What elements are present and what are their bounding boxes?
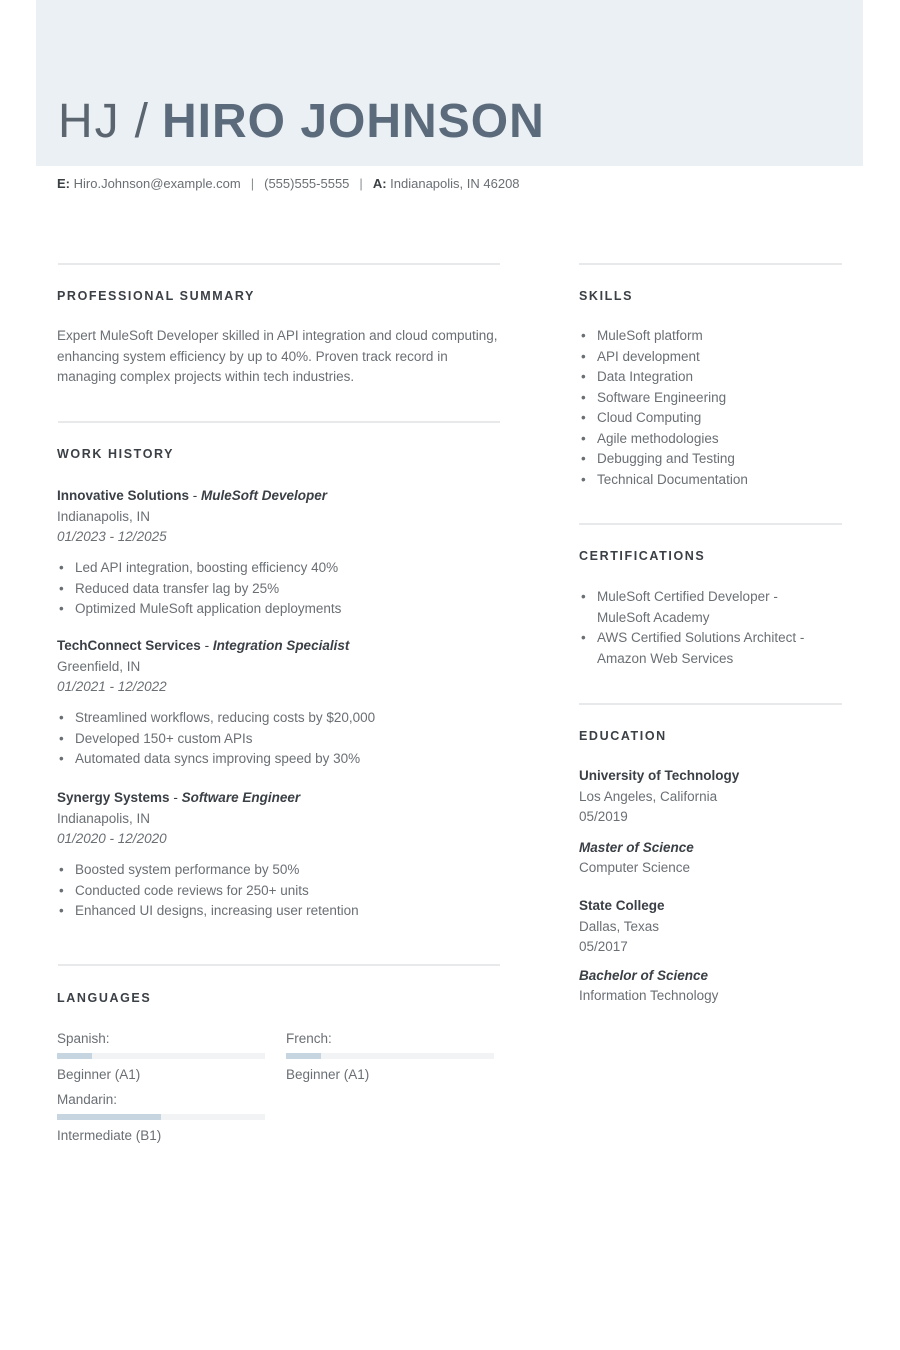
certification-issuer: MuleSoft Academy: [597, 609, 710, 625]
certifications-heading: CERTIFICATIONS: [579, 549, 706, 563]
contact-separator: |: [359, 176, 363, 191]
degree: Bachelor of Science: [579, 967, 709, 983]
work-heading: WORK HISTORY: [57, 447, 175, 461]
job-bullets: [57, 860, 359, 922]
skills-list: [579, 326, 842, 490]
contact-separator: |: [250, 176, 255, 191]
school-location: Los Angeles, California: [579, 788, 718, 804]
list-item: [579, 587, 842, 628]
job-location: Greenfield, IN: [57, 658, 141, 674]
list-item: • Conducted code reviews for 250+ units: [57, 881, 359, 902]
job-title-line: [57, 486, 327, 507]
role: MuleSoft Developer: [201, 488, 328, 503]
section-divider: [579, 263, 842, 265]
job-dates: 01/2021 - 12/2022: [57, 679, 167, 694]
name-line: [58, 92, 545, 152]
job-entry: [57, 486, 327, 548]
role: Software Engineer: [181, 790, 301, 805]
section-divider: [58, 263, 500, 265]
section-divider: [579, 523, 842, 525]
summary-text: Expert MuleSoft Developer skilled in API integration and cloud computing, enhancing system efficiency by up to 40%. Proven track record in managing complex projects within tech industries.: [57, 328, 498, 384]
language-bar: [57, 1053, 265, 1059]
skills-heading: SKILLS: [579, 289, 634, 303]
language-level: Beginner (A1): [57, 1067, 141, 1082]
company: TechConnect Services: [57, 638, 201, 653]
title-dash: -: [200, 638, 213, 653]
list-item: • Streamlined workflows, reducing costs by $20,000: [57, 708, 375, 729]
job-bullets: [57, 708, 375, 770]
job-location: Indianapolis, IN: [57, 810, 151, 826]
list-item: • Boosted system performance by 50%: [57, 860, 359, 881]
language-name: French:: [286, 1031, 332, 1046]
list-item: • Reduced data transfer lag by 25%: [57, 579, 341, 600]
initials: HJ: [58, 95, 121, 148]
job-title-line: [57, 636, 349, 657]
list-item: • Data Integration: [579, 367, 842, 388]
job-dates: 01/2023 - 12/2025: [57, 529, 167, 544]
field-of-study: Information Technology: [579, 988, 719, 1003]
education-heading: EDUCATION: [579, 729, 667, 743]
job-entry: [57, 636, 349, 698]
certification-name: • AWS Certified Solutions Architect -: [597, 630, 805, 645]
list-item: • Enhanced UI designs, increasing user retention: [57, 901, 359, 922]
list-item: • Debugging and Testing: [579, 449, 842, 470]
language-bar-fill: [286, 1053, 321, 1059]
list-item: • Agile methodologies: [579, 429, 842, 450]
address: Indianapolis, IN 46208: [390, 176, 520, 191]
language-name: Spanish:: [57, 1031, 110, 1046]
list-item: • Cloud Computing: [579, 408, 842, 429]
certifications-list: [579, 587, 842, 669]
contact-line: [57, 176, 520, 191]
job-dates: 01/2020 - 12/2020: [57, 831, 167, 846]
certification-issuer: Amazon Web Services: [597, 650, 734, 666]
list-item: • MuleSoft platform: [579, 326, 842, 347]
list-item: [579, 628, 842, 669]
language-name: Mandarin:: [57, 1092, 118, 1107]
role: Integration Specialist: [212, 638, 350, 653]
language-bar: [286, 1053, 494, 1059]
list-item: • Automated data syncs improving speed by 30%: [57, 749, 375, 770]
job-location: Indianapolis, IN: [57, 508, 151, 524]
education-entry: [579, 766, 739, 879]
full-name: HIRO JOHNSON: [162, 95, 545, 148]
graduation-date: 05/2017: [579, 939, 628, 954]
company: Synergy Systems: [57, 790, 170, 805]
section-divider: [579, 703, 842, 705]
company: Innovative Solutions: [57, 488, 190, 503]
school-name: State College: [579, 898, 665, 913]
language-item: [57, 1029, 265, 1085]
title-dash: -: [169, 790, 182, 805]
email[interactable]: Hiro.Johnson@example.com: [73, 176, 241, 191]
list-item: • API development: [579, 347, 842, 368]
list-item: • Developed 150+ custom APIs: [57, 729, 375, 750]
field-of-study: Computer Science: [579, 860, 691, 875]
list-item: • Optimized MuleSoft application deployments: [57, 599, 341, 620]
phone: (555)555-5555: [264, 176, 350, 191]
graduation-date: 05/2019: [579, 809, 628, 824]
job-entry: [57, 788, 300, 850]
language-item: [57, 1090, 265, 1146]
school-name: University of Technology: [579, 768, 740, 783]
job-bullets: [57, 558, 341, 620]
certification-name: • MuleSoft Certified Developer -: [597, 589, 778, 604]
language-level: Intermediate (B1): [57, 1128, 162, 1143]
email-label: E:: [57, 176, 70, 191]
language-bar-fill: [57, 1053, 92, 1059]
school-location: Dallas, Texas: [579, 918, 660, 934]
languages-heading: LANGUAGES: [57, 991, 152, 1005]
degree: Master of Science: [579, 839, 694, 855]
title-dash: -: [189, 488, 202, 503]
education-entry: [579, 896, 718, 1007]
name-slash: /: [134, 95, 149, 148]
language-item: [286, 1029, 494, 1085]
section-divider: [58, 964, 500, 966]
language-level: Beginner (A1): [286, 1067, 370, 1082]
job-title-line: [57, 788, 300, 809]
list-item: • Software Engineering: [579, 388, 842, 409]
list-item: • Technical Documentation: [579, 470, 842, 491]
list-item: • Led API integration, boosting efficiency 40%: [57, 558, 341, 579]
section-divider: [58, 421, 500, 423]
language-bar: [57, 1114, 265, 1120]
language-bar-fill: [57, 1114, 161, 1120]
summary-heading: PROFESSIONAL SUMMARY: [57, 289, 255, 303]
address-label: A:: [372, 176, 387, 191]
